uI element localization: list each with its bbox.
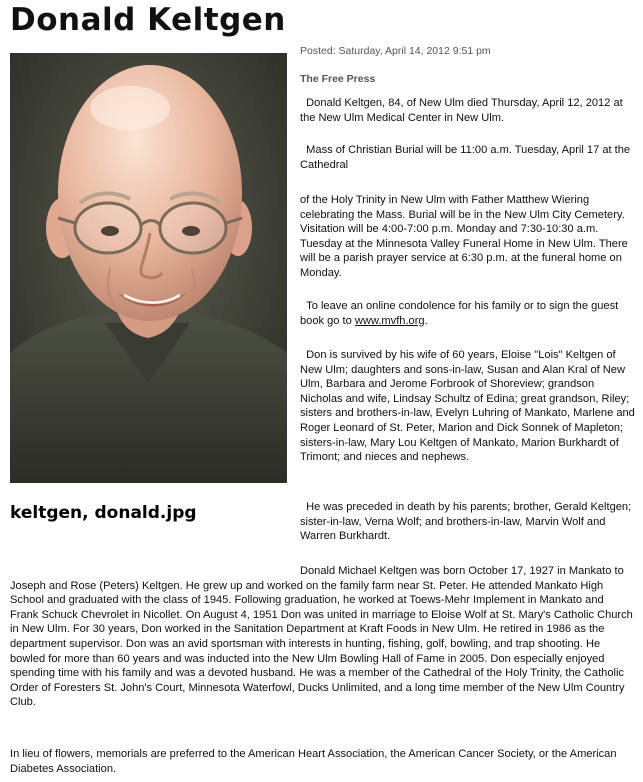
paragraph-survivors — [300, 348, 636, 465]
paragraph-memorials — [10, 747, 635, 776]
paragraph-text: He was preceded in death by his parents; brother, Gerald Keltgen; sister-in-law, Verna Wolf; and brothers-in-law, Marvin Wolf and Warren Burkhardt. — [300, 501, 632, 543]
paragraph-text: Mass of Christian Burial will be 11:00 a.m. Tuesday, April 17 at the Cathedral — [300, 144, 631, 171]
paragraph-text: In lieu of flowers, memorials are preferred to the American Heart Association, the American Cancer Society, or the American Diabetes Association. — [10, 748, 617, 775]
portrait-illustration — [10, 53, 287, 483]
paragraph-text: To leave an online condolence for his family or to sign the guest book go to — [300, 300, 619, 327]
paragraph-condolence — [300, 299, 636, 328]
paragraph-death-notice — [300, 96, 636, 125]
paragraph-text: Don is survived by his wife of 60 years, Eloise "Lois" Keltgen of New Ulm; daughters and sons-in-law, Susan and Alan Kral of New Ulm, Barbara and Jerome Forbrook of Shoreview; grandson Nicholas and wife, Lindsay Schultz of Edina; great grandson, Riley; sisters and brothers-in-law, Evelyn Luhring of Mankato, Marlene and Roger Leonard of St. Peter, Marion and Dick Sonnek of Mapleton; sisters-in-law, Mary Lou Keltgen of Mankato, Marion Burkhardt of Trimont; and nieces and nephews. — [300, 349, 635, 464]
image-caption: keltgen, donald.jpg — [10, 503, 197, 523]
paragraph-biography — [10, 564, 635, 710]
posted-date: Posted: Saturday, April 14, 2012 9:51 pm — [300, 45, 491, 57]
condolence-link[interactable]: www.mvfh.org — [354, 314, 425, 327]
paragraph-text: Donald Michael Keltgen was born October 17, 1927 in Mankato to Joseph and Rose (Peters) Keltgen. He grew up and worked on the family farm near St. Peter. He attended Mankato High School and graduated with the class of 1945. Following graduation, he worked at Toews-Mehr Implement in Mankato and Frank Schuck Chevrolet in Nicollet. On August 4, 1951 Don was united in marriage to Eloise Wolf at St. Mary's Catholic Church in New Ulm. For 30 years, Don worked in the Sanitation Department at Kraft Foods in New Ulm. He retired in 1986 as the department supervisor. Don was an avid sportsman with interests in hunting, fishing, golf, bowling, and trap shooting. He bowled for more than 60 years and was inducted into the New Ulm Bowling Hall of Fame in 2005. Don especially enjoyed spending time with his family and was a devoted husband. He was a member of the Cathedral of the Holy Trinity, the Catholic Order of Foresters St. John's Court, Minnesota Waterfowl, Ducks Unlimited, and a long time member of the New Ulm Country Club. — [10, 565, 633, 709]
article-title: Donald Keltgen — [10, 2, 286, 38]
paragraph-text: Donald Keltgen, 84, of New Ulm died Thursday, April 12, 2012 at the New Ulm Medical Center in New Ulm. — [300, 97, 623, 124]
paragraph-text: of the Holy Trinity in New Ulm with Father Matthew Wiering celebrating the Mass. Burial will be in the New Ulm City Cemetery. Visitation will be 4:00-7:00 p.m. Monday and 7:30-10:30 a.m. Tuesday at the Minnesota Valley Funeral Home in New Ulm. There will be a parish prayer service at 6:30 p.m. at the funeral home on Monday. — [300, 194, 628, 279]
portrait-photo — [10, 53, 287, 483]
source-label: The Free Press — [300, 73, 376, 85]
paragraph-preceded — [300, 500, 636, 544]
paragraph-end: . — [424, 314, 428, 327]
paragraph-visitation — [300, 193, 636, 281]
paragraph-mass — [300, 143, 636, 172]
